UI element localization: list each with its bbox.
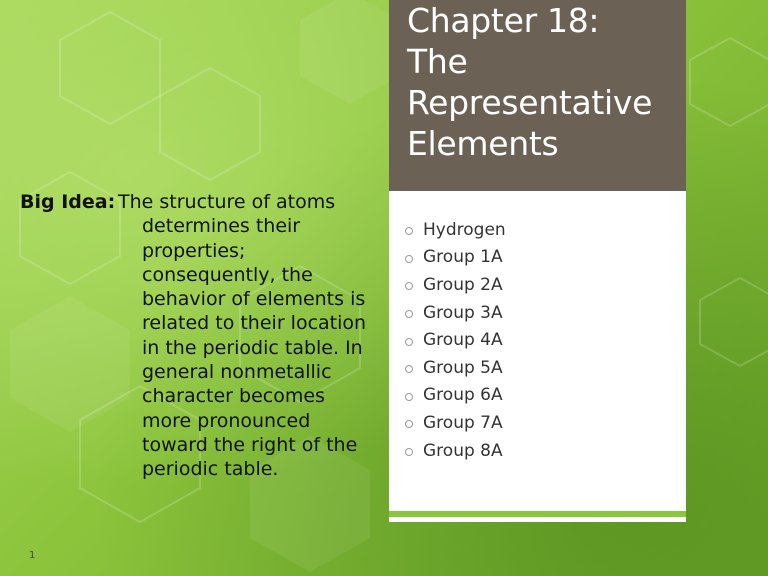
bullet-icon bbox=[405, 393, 413, 401]
list-item: Hydrogen bbox=[405, 216, 506, 244]
bullet-icon bbox=[405, 282, 413, 290]
big-idea-first-line: The structure of atoms bbox=[118, 191, 336, 213]
slide-title: Chapter 18: The Representative Elements bbox=[407, 1, 653, 163]
bullet-icon bbox=[405, 310, 413, 318]
list-item: Group 8A bbox=[405, 437, 506, 465]
list-item: Group 5A bbox=[405, 354, 506, 382]
bullet-icon bbox=[405, 365, 413, 373]
bullet-icon bbox=[405, 420, 413, 428]
list-item: Group 6A bbox=[405, 382, 506, 410]
list-item: Group 1A bbox=[405, 244, 506, 272]
list-item: Group 7A bbox=[405, 409, 506, 437]
list-item: Group 2A bbox=[405, 271, 506, 299]
big-idea-label: Big Idea: bbox=[20, 191, 116, 213]
bullet-icon bbox=[405, 255, 413, 263]
bullet-icon bbox=[405, 448, 413, 456]
bullet-icon bbox=[405, 227, 413, 235]
big-idea-body: determines their properties; consequently, the behavior of elements is related to their location in the periodic table. In general nonmetallic character becomes more pronounced toward the right of the periodic table. bbox=[142, 215, 367, 481]
slide-number: 1 bbox=[29, 550, 36, 561]
bullet-icon bbox=[405, 338, 413, 346]
big-idea-text bbox=[118, 190, 380, 482]
list-item: Group 4A bbox=[405, 326, 506, 354]
topic-list bbox=[405, 216, 506, 464]
list-item: Group 3A bbox=[405, 299, 506, 327]
accent-bar bbox=[389, 511, 686, 517]
